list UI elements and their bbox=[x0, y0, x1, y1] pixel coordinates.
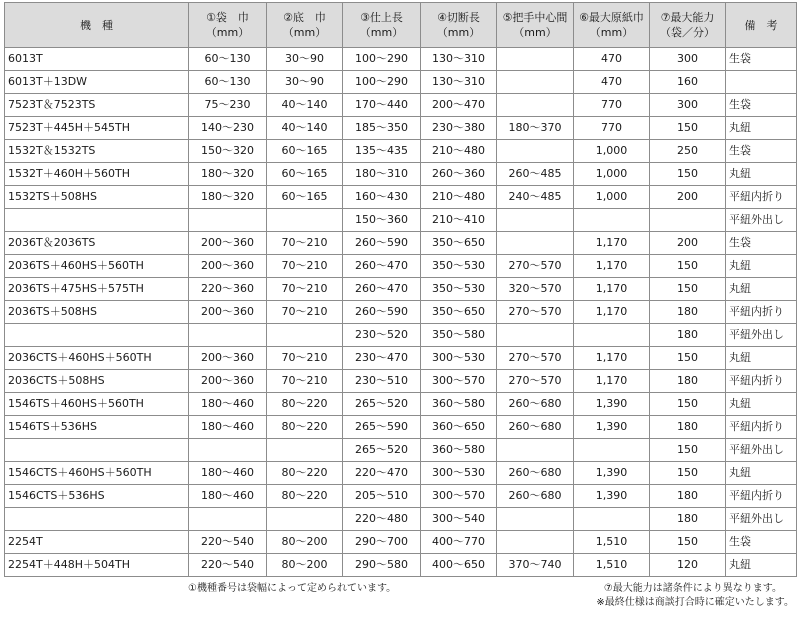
cell-max-capacity: 300 bbox=[650, 94, 726, 117]
cell-finished-length: 220～480 bbox=[343, 508, 421, 531]
cell-finished-length: 230～520 bbox=[343, 324, 421, 347]
cell-remarks: 平紐内折り bbox=[726, 301, 797, 324]
header-label: ④切断長 bbox=[437, 11, 480, 24]
cell-max-paper-width: 1,510 bbox=[574, 531, 650, 554]
cell-bag-width: 150～320 bbox=[189, 140, 267, 163]
cell-bottom-width: 80～220 bbox=[267, 485, 343, 508]
cell-model: 1546CTS＋460HS＋560TH bbox=[5, 462, 189, 485]
cell-handle-center-distance bbox=[497, 232, 574, 255]
cell-cut-length: 230～380 bbox=[421, 117, 497, 140]
cell-max-capacity: 150 bbox=[650, 278, 726, 301]
cell-finished-length: 205～510 bbox=[343, 485, 421, 508]
cell-max-paper-width: 1,390 bbox=[574, 485, 650, 508]
cell-model: 1532TS＋508HS bbox=[5, 186, 189, 209]
cell-handle-center-distance: 270～570 bbox=[497, 255, 574, 278]
cell-handle-center-distance: 370～740 bbox=[497, 554, 574, 577]
cell-bottom-width: 80～200 bbox=[267, 531, 343, 554]
cell-max-paper-width: 1,170 bbox=[574, 278, 650, 301]
cell-bottom-width: 70～210 bbox=[267, 255, 343, 278]
spec-table-container bbox=[4, 2, 796, 617]
cell-cut-length: 300～530 bbox=[421, 347, 497, 370]
cell-cut-length: 360～580 bbox=[421, 439, 497, 462]
cell-remarks: 平紐外出し bbox=[726, 209, 797, 232]
header-model bbox=[5, 3, 189, 48]
cell-max-capacity: 180 bbox=[650, 485, 726, 508]
cell-cut-length: 300～540 bbox=[421, 508, 497, 531]
cell-finished-length: 180～310 bbox=[343, 163, 421, 186]
cell-bottom-width: 70～210 bbox=[267, 347, 343, 370]
cell-max-paper-width: 1,390 bbox=[574, 416, 650, 439]
cell-max-capacity: 180 bbox=[650, 301, 726, 324]
cell-finished-length: 220～470 bbox=[343, 462, 421, 485]
cell-bag-width: 200～360 bbox=[189, 255, 267, 278]
header-row bbox=[5, 3, 797, 48]
cell-bag-width: 180～460 bbox=[189, 393, 267, 416]
cell-remarks: 丸紐 bbox=[726, 117, 797, 140]
cell-max-paper-width: 470 bbox=[574, 48, 650, 71]
cell-bottom-width bbox=[267, 508, 343, 531]
cell-cut-length: 210～410 bbox=[421, 209, 497, 232]
cell-remarks: 平紐外出し bbox=[726, 324, 797, 347]
cell-cut-length: 350～530 bbox=[421, 278, 497, 301]
cell-max-paper-width: 1,390 bbox=[574, 462, 650, 485]
cell-bottom-width: 60～165 bbox=[267, 140, 343, 163]
header-unit: （mm） bbox=[282, 26, 327, 39]
header-label: 機 種 bbox=[80, 18, 113, 32]
table-row bbox=[5, 186, 797, 209]
cell-remarks: 生袋 bbox=[726, 94, 797, 117]
cell-bag-width bbox=[189, 209, 267, 232]
cell-max-paper-width: 1,170 bbox=[574, 255, 650, 278]
cell-model: 2036TS＋475HS＋575TH bbox=[5, 278, 189, 301]
cell-remarks: 丸紐 bbox=[726, 347, 797, 370]
cell-max-capacity: 250 bbox=[650, 140, 726, 163]
cell-max-paper-width bbox=[574, 439, 650, 462]
cell-finished-length: 260～590 bbox=[343, 232, 421, 255]
cell-max-paper-width bbox=[574, 508, 650, 531]
header-label: ⑦最大能力 bbox=[660, 11, 715, 24]
table-row bbox=[5, 48, 797, 71]
cell-model bbox=[5, 439, 189, 462]
cell-bottom-width: 30～90 bbox=[267, 48, 343, 71]
cell-handle-center-distance: 270～570 bbox=[497, 370, 574, 393]
table-row bbox=[5, 71, 797, 94]
header-bottom-width bbox=[267, 3, 343, 48]
cell-max-capacity: 300 bbox=[650, 48, 726, 71]
table-body bbox=[5, 48, 797, 577]
table-row bbox=[5, 370, 797, 393]
header-unit: （mm） bbox=[205, 26, 250, 39]
cell-finished-length: 265～590 bbox=[343, 416, 421, 439]
cell-bag-width bbox=[189, 324, 267, 347]
cell-handle-center-distance: 260～680 bbox=[497, 393, 574, 416]
cell-max-capacity: 180 bbox=[650, 370, 726, 393]
cell-remarks: 平紐外出し bbox=[726, 508, 797, 531]
cell-bottom-width bbox=[267, 324, 343, 347]
cell-bottom-width bbox=[267, 439, 343, 462]
cell-max-capacity: 160 bbox=[650, 71, 726, 94]
header-label: ③仕上長 bbox=[360, 11, 403, 24]
cell-bag-width: 60～130 bbox=[189, 48, 267, 71]
cell-model: 1546CTS＋536HS bbox=[5, 485, 189, 508]
cell-bag-width: 180～320 bbox=[189, 186, 267, 209]
table-header bbox=[5, 3, 797, 48]
cell-remarks: 平紐内折り bbox=[726, 370, 797, 393]
cell-cut-length: 350～530 bbox=[421, 255, 497, 278]
table-row bbox=[5, 531, 797, 554]
cell-remarks: 丸紐 bbox=[726, 462, 797, 485]
header-label: ⑤把手中心間 bbox=[502, 11, 568, 24]
footnote-bag-width: ①機種番号は袋幅によって定められています。 bbox=[188, 583, 397, 594]
cell-bottom-width: 70～210 bbox=[267, 232, 343, 255]
cell-bottom-width: 80～220 bbox=[267, 393, 343, 416]
cell-cut-length: 260～360 bbox=[421, 163, 497, 186]
cell-model: 1546TS＋536HS bbox=[5, 416, 189, 439]
cell-handle-center-distance bbox=[497, 324, 574, 347]
cell-remarks: 平紐内折り bbox=[726, 186, 797, 209]
cell-finished-length: 100～290 bbox=[343, 71, 421, 94]
table-row bbox=[5, 462, 797, 485]
cell-handle-center-distance: 320～570 bbox=[497, 278, 574, 301]
header-unit: （袋／分） bbox=[660, 26, 715, 39]
cell-remarks: 平紐内折り bbox=[726, 416, 797, 439]
cell-cut-length: 130～310 bbox=[421, 71, 497, 94]
table-row bbox=[5, 324, 797, 347]
cell-max-paper-width: 770 bbox=[574, 94, 650, 117]
table-row bbox=[5, 232, 797, 255]
cell-finished-length: 260～470 bbox=[343, 255, 421, 278]
cell-bag-width: 75～230 bbox=[189, 94, 267, 117]
cell-remarks: 丸紐 bbox=[726, 278, 797, 301]
cell-max-paper-width: 1,170 bbox=[574, 232, 650, 255]
cell-model bbox=[5, 324, 189, 347]
cell-finished-length: 160～430 bbox=[343, 186, 421, 209]
footnote-max-capacity: ⑦最大能力は諸条件により異なります。 bbox=[603, 583, 782, 594]
cell-bag-width bbox=[189, 439, 267, 462]
header-unit: （mm） bbox=[589, 26, 634, 39]
cell-cut-length: 300～570 bbox=[421, 485, 497, 508]
header-unit: （mm） bbox=[359, 26, 404, 39]
cell-model: 6013T bbox=[5, 48, 189, 71]
cell-max-capacity: 120 bbox=[650, 554, 726, 577]
cell-bottom-width: 80～200 bbox=[267, 554, 343, 577]
cell-model: 6013T＋13DW bbox=[5, 71, 189, 94]
cell-handle-center-distance: 270～570 bbox=[497, 347, 574, 370]
cell-handle-center-distance: 240～485 bbox=[497, 186, 574, 209]
table-row bbox=[5, 209, 797, 232]
cell-finished-length: 170～440 bbox=[343, 94, 421, 117]
cell-bottom-width: 70～210 bbox=[267, 301, 343, 324]
header-unit: （mm） bbox=[513, 26, 557, 39]
cell-model: 2036CTS＋460HS＋560TH bbox=[5, 347, 189, 370]
cell-handle-center-distance: 260～680 bbox=[497, 462, 574, 485]
cell-cut-length: 400～770 bbox=[421, 531, 497, 554]
header-bag-width bbox=[189, 3, 267, 48]
cell-max-paper-width: 1,170 bbox=[574, 347, 650, 370]
cell-bottom-width: 80～220 bbox=[267, 462, 343, 485]
cell-handle-center-distance: 260～485 bbox=[497, 163, 574, 186]
cell-max-capacity: 200 bbox=[650, 232, 726, 255]
cell-cut-length: 130～310 bbox=[421, 48, 497, 71]
cell-bag-width: 60～130 bbox=[189, 71, 267, 94]
cell-handle-center-distance bbox=[497, 508, 574, 531]
cell-finished-length: 135～435 bbox=[343, 140, 421, 163]
table-row bbox=[5, 117, 797, 140]
cell-remarks bbox=[726, 71, 797, 94]
cell-max-paper-width bbox=[574, 324, 650, 347]
cell-model: 2036TS＋460HS＋560TH bbox=[5, 255, 189, 278]
cell-remarks: 丸紐 bbox=[726, 554, 797, 577]
cell-model: 7523T＆7523TS bbox=[5, 94, 189, 117]
header-handle-center-distance bbox=[497, 3, 574, 48]
cell-max-capacity: 180 bbox=[650, 416, 726, 439]
cell-finished-length: 290～700 bbox=[343, 531, 421, 554]
cell-max-capacity: 150 bbox=[650, 531, 726, 554]
cell-handle-center-distance bbox=[497, 209, 574, 232]
cell-cut-length: 400～650 bbox=[421, 554, 497, 577]
cell-bottom-width: 60～165 bbox=[267, 163, 343, 186]
cell-cut-length: 300～530 bbox=[421, 462, 497, 485]
table-row bbox=[5, 393, 797, 416]
cell-cut-length: 360～650 bbox=[421, 416, 497, 439]
table-row bbox=[5, 554, 797, 577]
cell-handle-center-distance bbox=[497, 439, 574, 462]
cell-max-paper-width: 1,000 bbox=[574, 140, 650, 163]
header-max-paper-width bbox=[574, 3, 650, 48]
cell-bag-width: 200～360 bbox=[189, 370, 267, 393]
cell-max-paper-width: 1,390 bbox=[574, 393, 650, 416]
cell-remarks: 平紐内折り bbox=[726, 485, 797, 508]
cell-max-capacity: 150 bbox=[650, 163, 726, 186]
cell-max-capacity bbox=[650, 209, 726, 232]
header-remarks bbox=[726, 3, 797, 48]
table-row bbox=[5, 94, 797, 117]
cell-max-capacity: 150 bbox=[650, 117, 726, 140]
cell-cut-length: 360～580 bbox=[421, 393, 497, 416]
cell-max-capacity: 150 bbox=[650, 393, 726, 416]
cell-model: 1532T＆1532TS bbox=[5, 140, 189, 163]
cell-max-capacity: 200 bbox=[650, 186, 726, 209]
cell-model bbox=[5, 508, 189, 531]
cell-bag-width: 220～360 bbox=[189, 278, 267, 301]
cell-bottom-width: 70～210 bbox=[267, 278, 343, 301]
cell-bag-width: 220～540 bbox=[189, 554, 267, 577]
cell-model: 1532T＋460H＋560TH bbox=[5, 163, 189, 186]
table-row bbox=[5, 347, 797, 370]
table-row bbox=[5, 255, 797, 278]
table-row bbox=[5, 163, 797, 186]
header-unit: （mm） bbox=[436, 26, 481, 39]
header-max-capacity bbox=[650, 3, 726, 48]
cell-handle-center-distance: 180～370 bbox=[497, 117, 574, 140]
cell-bag-width bbox=[189, 508, 267, 531]
cell-max-capacity: 150 bbox=[650, 255, 726, 278]
cell-handle-center-distance bbox=[497, 48, 574, 71]
cell-bag-width: 220～540 bbox=[189, 531, 267, 554]
cell-finished-length: 290～580 bbox=[343, 554, 421, 577]
cell-model bbox=[5, 209, 189, 232]
cell-max-paper-width: 1,000 bbox=[574, 163, 650, 186]
cell-cut-length: 300～570 bbox=[421, 370, 497, 393]
footnote-final-spec: ※最終仕様は商談打合時に確定いたします。 bbox=[596, 597, 794, 608]
cell-remarks: 生袋 bbox=[726, 140, 797, 163]
cell-finished-length: 260～470 bbox=[343, 278, 421, 301]
cell-finished-length: 100～290 bbox=[343, 48, 421, 71]
cell-remarks: 丸紐 bbox=[726, 393, 797, 416]
cell-max-capacity: 150 bbox=[650, 439, 726, 462]
cell-cut-length: 350～580 bbox=[421, 324, 497, 347]
cell-bottom-width: 60～165 bbox=[267, 186, 343, 209]
cell-finished-length: 265～520 bbox=[343, 393, 421, 416]
cell-finished-length: 230～470 bbox=[343, 347, 421, 370]
cell-bottom-width: 40～140 bbox=[267, 94, 343, 117]
table-row bbox=[5, 485, 797, 508]
footnotes bbox=[4, 577, 796, 617]
cell-remarks: 丸紐 bbox=[726, 255, 797, 278]
cell-bag-width: 140～230 bbox=[189, 117, 267, 140]
cell-max-paper-width: 470 bbox=[574, 71, 650, 94]
cell-max-paper-width: 1,000 bbox=[574, 186, 650, 209]
cell-handle-center-distance bbox=[497, 531, 574, 554]
cell-remarks: 生袋 bbox=[726, 531, 797, 554]
cell-handle-center-distance: 260～680 bbox=[497, 485, 574, 508]
cell-model: 2254T bbox=[5, 531, 189, 554]
cell-handle-center-distance bbox=[497, 94, 574, 117]
header-label: ②底 巾 bbox=[283, 11, 326, 24]
header-finished-length bbox=[343, 3, 421, 48]
cell-bottom-width bbox=[267, 209, 343, 232]
cell-handle-center-distance bbox=[497, 71, 574, 94]
cell-handle-center-distance: 270～570 bbox=[497, 301, 574, 324]
cell-cut-length: 210～480 bbox=[421, 140, 497, 163]
cell-bag-width: 180～460 bbox=[189, 462, 267, 485]
cell-max-paper-width: 1,170 bbox=[574, 301, 650, 324]
cell-bag-width: 180～460 bbox=[189, 485, 267, 508]
cell-cut-length: 350～650 bbox=[421, 232, 497, 255]
cell-max-paper-width bbox=[574, 209, 650, 232]
cell-finished-length: 150～360 bbox=[343, 209, 421, 232]
header-label: ①袋 巾 bbox=[206, 11, 249, 24]
table-row bbox=[5, 301, 797, 324]
cell-finished-length: 185～350 bbox=[343, 117, 421, 140]
cell-bottom-width: 40～140 bbox=[267, 117, 343, 140]
table-row bbox=[5, 140, 797, 163]
cell-remarks: 平紐外出し bbox=[726, 439, 797, 462]
cell-bottom-width: 30～90 bbox=[267, 71, 343, 94]
cell-bottom-width: 70～210 bbox=[267, 370, 343, 393]
cell-remarks: 生袋 bbox=[726, 232, 797, 255]
cell-model: 2036CTS＋508HS bbox=[5, 370, 189, 393]
cell-bag-width: 180～320 bbox=[189, 163, 267, 186]
cell-finished-length: 260～590 bbox=[343, 301, 421, 324]
header-label: 備 考 bbox=[744, 18, 778, 32]
cell-bag-width: 200～360 bbox=[189, 232, 267, 255]
header-cut-length bbox=[421, 3, 497, 48]
cell-bag-width: 200～360 bbox=[189, 301, 267, 324]
header-label: ⑥最大原紙巾 bbox=[579, 11, 644, 24]
cell-model: 2254T＋448H＋504TH bbox=[5, 554, 189, 577]
cell-max-paper-width: 1,170 bbox=[574, 370, 650, 393]
table-row bbox=[5, 439, 797, 462]
spec-table bbox=[4, 2, 797, 577]
cell-cut-length: 200～470 bbox=[421, 94, 497, 117]
cell-model: 2036T＆2036TS bbox=[5, 232, 189, 255]
cell-max-capacity: 150 bbox=[650, 462, 726, 485]
cell-remarks: 生袋 bbox=[726, 48, 797, 71]
cell-finished-length: 265～520 bbox=[343, 439, 421, 462]
table-row bbox=[5, 508, 797, 531]
table-row bbox=[5, 416, 797, 439]
cell-max-capacity: 150 bbox=[650, 347, 726, 370]
cell-handle-center-distance: 260～680 bbox=[497, 416, 574, 439]
cell-max-capacity: 180 bbox=[650, 508, 726, 531]
cell-max-paper-width: 770 bbox=[574, 117, 650, 140]
table-row bbox=[5, 278, 797, 301]
cell-handle-center-distance bbox=[497, 140, 574, 163]
cell-cut-length: 350～650 bbox=[421, 301, 497, 324]
cell-model: 1546TS＋460HS＋560TH bbox=[5, 393, 189, 416]
cell-finished-length: 230～510 bbox=[343, 370, 421, 393]
cell-bag-width: 180～460 bbox=[189, 416, 267, 439]
cell-remarks: 丸紐 bbox=[726, 163, 797, 186]
cell-max-paper-width: 1,510 bbox=[574, 554, 650, 577]
cell-bag-width: 200～360 bbox=[189, 347, 267, 370]
cell-model: 7523T＋445H＋545TH bbox=[5, 117, 189, 140]
cell-bottom-width: 80～220 bbox=[267, 416, 343, 439]
cell-model: 2036TS＋508HS bbox=[5, 301, 189, 324]
cell-max-capacity: 180 bbox=[650, 324, 726, 347]
cell-cut-length: 210～480 bbox=[421, 186, 497, 209]
